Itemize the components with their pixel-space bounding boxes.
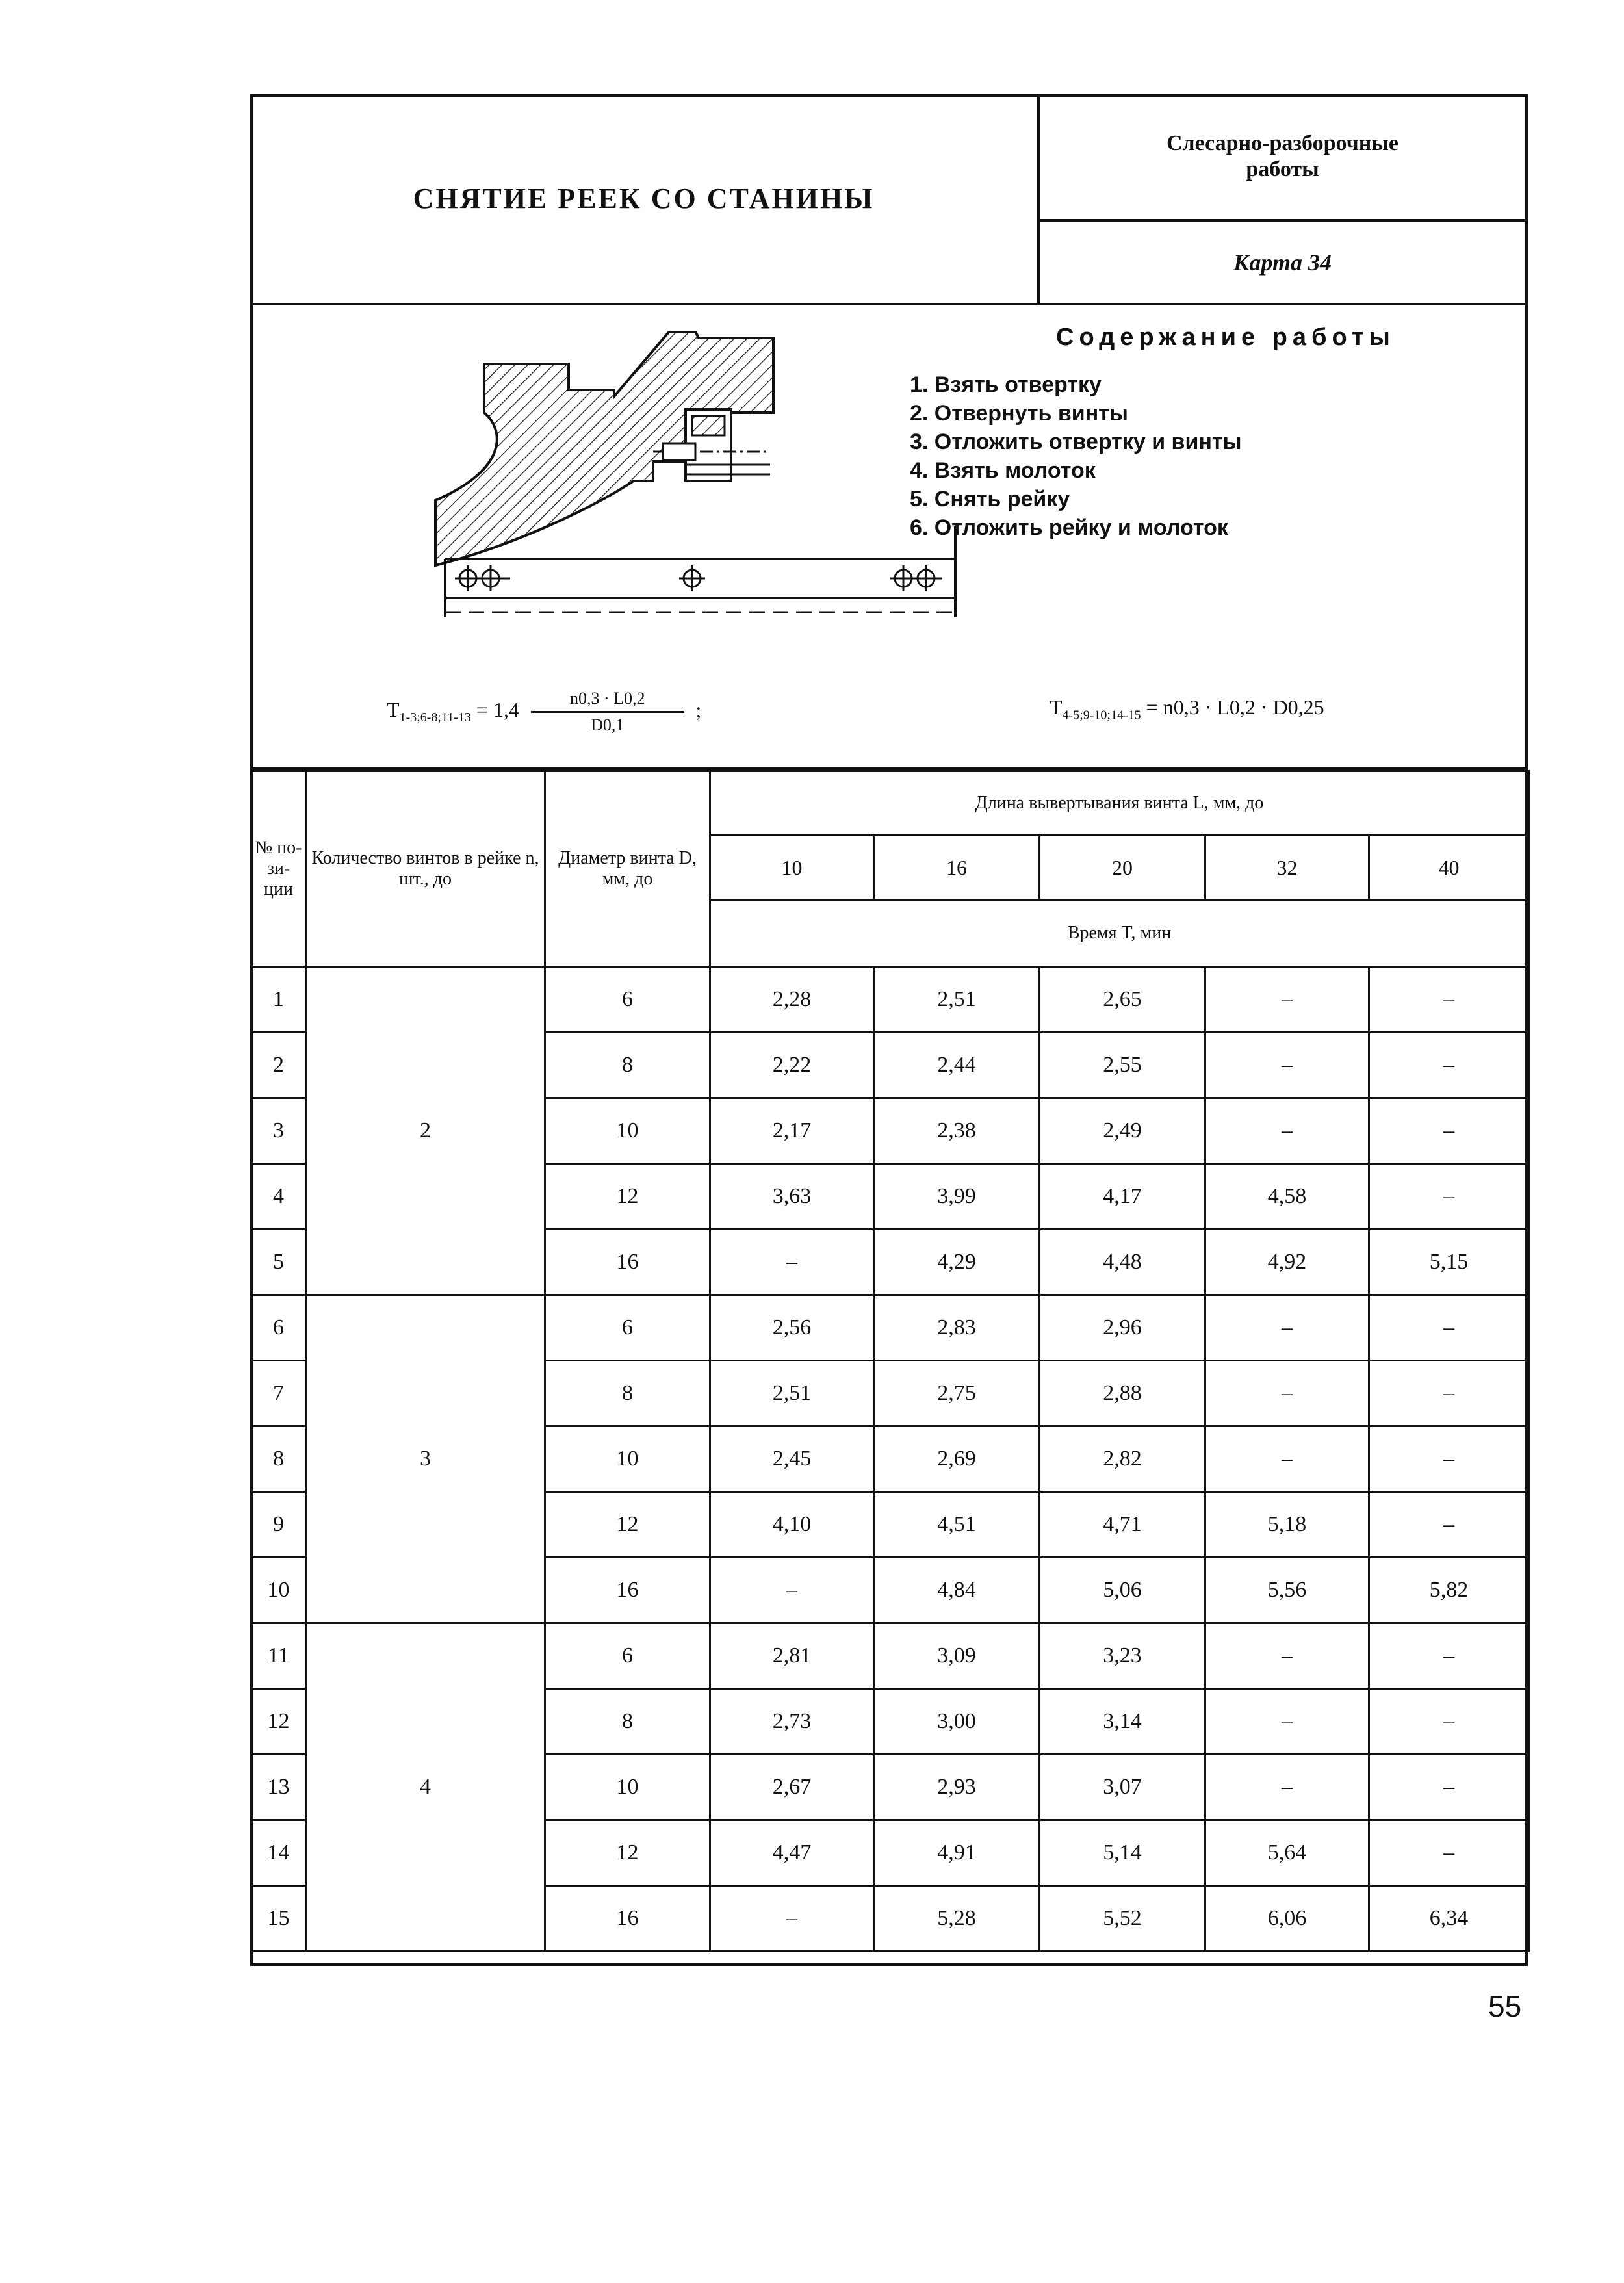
cell-diameter: 16: [545, 1558, 710, 1623]
work-step: 5. Снять рейку: [910, 487, 1070, 511]
cell-time: –: [1369, 1755, 1529, 1820]
cell-diameter: 6: [545, 967, 710, 1033]
cell-position: 7: [251, 1361, 306, 1426]
cell-time: 2,51: [874, 967, 1040, 1033]
cell-diameter: 12: [545, 1820, 710, 1886]
header-length-value: 16: [874, 836, 1040, 900]
formula-time-2: [1050, 695, 1324, 723]
table-row: [251, 1295, 1529, 1361]
cell-time: 3,63: [710, 1164, 874, 1230]
cell-time: 2,45: [710, 1426, 874, 1492]
cell-time: 3,00: [874, 1689, 1040, 1755]
cell-time: 2,65: [1040, 967, 1205, 1033]
header-diameter: Диаметр винта D, мм, до: [545, 771, 710, 967]
cell-time: 2,44: [874, 1033, 1040, 1098]
cell-diameter: 8: [545, 1033, 710, 1098]
cell-time: –: [1205, 967, 1369, 1033]
cell-time: 4,92: [1205, 1230, 1369, 1295]
cell-diameter: 8: [545, 1689, 710, 1755]
cell-position: 6: [251, 1295, 306, 1361]
cell-diameter: 12: [545, 1164, 710, 1230]
work-category-text: Слесарно-разборочные работы: [1166, 131, 1399, 181]
cell-time: 4,17: [1040, 1164, 1205, 1230]
screw: [663, 443, 695, 460]
cell-time: 2,56: [710, 1295, 874, 1361]
cell-time: –: [1369, 1295, 1529, 1361]
cell-diameter: 12: [545, 1492, 710, 1558]
time-norms-table: [250, 770, 1530, 1952]
cell-time: –: [1369, 1426, 1529, 1492]
cell-screw-count: 3: [306, 1295, 545, 1623]
cell-time: 2,82: [1040, 1426, 1205, 1492]
formula-numerator: n0,3 · L0,2: [531, 689, 684, 713]
cell-screw-count: 2: [306, 967, 545, 1295]
cell-diameter: 6: [545, 1295, 710, 1361]
cell-time: 2,17: [710, 1098, 874, 1164]
cell-time: 5,14: [1040, 1820, 1205, 1886]
cell-position: 2: [251, 1033, 306, 1098]
cell-diameter: 16: [545, 1230, 710, 1295]
formula-time-1: [387, 689, 701, 735]
formula-separator: ;: [695, 697, 702, 721]
cell-time: –: [1369, 1164, 1529, 1230]
table-body: [251, 967, 1529, 1952]
cell-time: –: [1205, 1623, 1369, 1689]
formula-lhs-index: 4-5;9-10;14-15: [1062, 708, 1141, 723]
header-length-value: 40: [1369, 836, 1529, 900]
cell-time: –: [1205, 1689, 1369, 1755]
cell-position: 11: [251, 1623, 306, 1689]
cell-position: 9: [251, 1492, 306, 1558]
cell-time: –: [1369, 1492, 1529, 1558]
cell-time: 2,96: [1040, 1295, 1205, 1361]
formula-rhs: = n0,3 · L0,2 · D0,25: [1146, 695, 1324, 719]
cell-position: 3: [251, 1098, 306, 1164]
cell-time: –: [1369, 1689, 1529, 1755]
table-row: [251, 1623, 1529, 1689]
cell-time: –: [1369, 1361, 1529, 1426]
cell-time: 2,22: [710, 1033, 874, 1098]
cell-diameter: 6: [545, 1623, 710, 1689]
formula-coefficient: = 1,4: [476, 697, 519, 721]
work-step: 2. Отвернуть винты: [910, 401, 1128, 426]
cell-position: 14: [251, 1820, 306, 1886]
cell-diameter: 8: [545, 1361, 710, 1426]
cell-time: 4,10: [710, 1492, 874, 1558]
cell-position: 13: [251, 1755, 306, 1820]
cell-time: –: [1369, 1098, 1529, 1164]
cell-time: 5,15: [1369, 1230, 1529, 1295]
cell-time: –: [710, 1558, 874, 1623]
cell-diameter: 10: [545, 1098, 710, 1164]
card-number: Карта 34: [1233, 249, 1332, 276]
work-step: 3. Отложить отвертку и винты: [910, 430, 1242, 454]
cell-time: 2,73: [710, 1689, 874, 1755]
work-section: [250, 305, 1528, 770]
cell-time: 4,51: [874, 1492, 1040, 1558]
cell-time: –: [1205, 1295, 1369, 1361]
cell-time: 2,88: [1040, 1361, 1205, 1426]
cell-time: –: [1205, 1755, 1369, 1820]
work-step: 6. Отложить рейку и молоток: [910, 515, 1228, 540]
cell-time: 4,58: [1205, 1164, 1369, 1230]
cell-time: 2,28: [710, 967, 874, 1033]
work-step: 4. Взять молоток: [910, 458, 1096, 483]
cell-time: 2,75: [874, 1361, 1040, 1426]
cell-time: –: [710, 1886, 874, 1952]
cell-time: 2,93: [874, 1755, 1040, 1820]
cell-time: 5,64: [1205, 1820, 1369, 1886]
cell-time: –: [1369, 967, 1529, 1033]
cell-time: 5,06: [1040, 1558, 1205, 1623]
cell-time: 2,38: [874, 1098, 1040, 1164]
cell-time: 3,99: [874, 1164, 1040, 1230]
formula-fraction: [531, 689, 684, 735]
cell-position: 4: [251, 1164, 306, 1230]
cell-time: 2,67: [710, 1755, 874, 1820]
cell-time: –: [1369, 1820, 1529, 1886]
cell-time: 6,06: [1205, 1886, 1369, 1952]
screw-holes: [455, 565, 942, 591]
formula-denominator: D0,1: [591, 716, 625, 734]
cell-time: 3,23: [1040, 1623, 1205, 1689]
cell-time: 2,55: [1040, 1033, 1205, 1098]
cell-time: –: [710, 1230, 874, 1295]
header-screw-count: Количество винтов в рейке n, шт., до: [306, 771, 545, 967]
cell-time: 4,47: [710, 1820, 874, 1886]
card-title: СНЯТИЕ РЕЕК СО СТАНИНЫ: [250, 94, 1040, 303]
cell-time: 5,28: [874, 1886, 1040, 1952]
rack-drawing: [406, 331, 965, 682]
cell-position: 5: [251, 1230, 306, 1295]
formula-lhs-index: 1-3;6-8;11-13: [399, 710, 471, 725]
cell-time: –: [1205, 1361, 1369, 1426]
header-screw-length: Длина вывертывания винта L, мм, до: [710, 771, 1529, 836]
cell-time: 2,49: [1040, 1098, 1205, 1164]
cell-time: –: [1369, 1623, 1529, 1689]
cell-diameter: 16: [545, 1886, 710, 1952]
cell-time: –: [1205, 1033, 1369, 1098]
formula-lhs: T: [1050, 695, 1063, 719]
header-position: № по- зи- ции: [251, 771, 306, 967]
table-row: [251, 967, 1529, 1033]
header-length-value: 10: [710, 836, 874, 900]
cell-time: 5,18: [1205, 1492, 1369, 1558]
cell-time: 2,51: [710, 1361, 874, 1426]
cell-time: –: [1205, 1098, 1369, 1164]
header-time: Время T, мин: [710, 900, 1529, 967]
cell-time: –: [1205, 1426, 1369, 1492]
card-header: [250, 94, 1528, 305]
cell-time: –: [1369, 1033, 1529, 1098]
cell-time: 4,91: [874, 1820, 1040, 1886]
page-number: 55: [1488, 1989, 1522, 2023]
cell-time: 4,29: [874, 1230, 1040, 1295]
work-content-heading: Содержание работы: [1056, 324, 1395, 351]
cell-diameter: 10: [545, 1755, 710, 1820]
cell-time: 4,84: [874, 1558, 1040, 1623]
rack-section: [692, 416, 725, 435]
work-category: [1040, 94, 1525, 222]
cell-diameter: 10: [545, 1426, 710, 1492]
header-length-value: 20: [1040, 836, 1205, 900]
work-step: 1. Взять отвертку: [910, 372, 1102, 397]
cell-time: 5,56: [1205, 1558, 1369, 1623]
cell-time: 4,48: [1040, 1230, 1205, 1295]
work-steps-list: [910, 370, 1242, 542]
cell-time: 2,69: [874, 1426, 1040, 1492]
cell-time: 5,82: [1369, 1558, 1529, 1623]
cell-position: 10: [251, 1558, 306, 1623]
cell-time: 3,14: [1040, 1689, 1205, 1755]
cell-position: 12: [251, 1689, 306, 1755]
cell-screw-count: 4: [306, 1623, 545, 1952]
header-length-value: 32: [1205, 836, 1369, 900]
cell-time: 2,83: [874, 1295, 1040, 1361]
cell-time: 6,34: [1369, 1886, 1529, 1952]
cell-position: 8: [251, 1426, 306, 1492]
cell-position: 15: [251, 1886, 306, 1952]
cell-time: 3,09: [874, 1623, 1040, 1689]
cell-time: 4,71: [1040, 1492, 1205, 1558]
cell-time: 2,81: [710, 1623, 874, 1689]
formula-lhs: T: [387, 697, 400, 721]
cell-time: 5,52: [1040, 1886, 1205, 1952]
cell-position: 1: [251, 967, 306, 1033]
cell-time: 3,07: [1040, 1755, 1205, 1820]
